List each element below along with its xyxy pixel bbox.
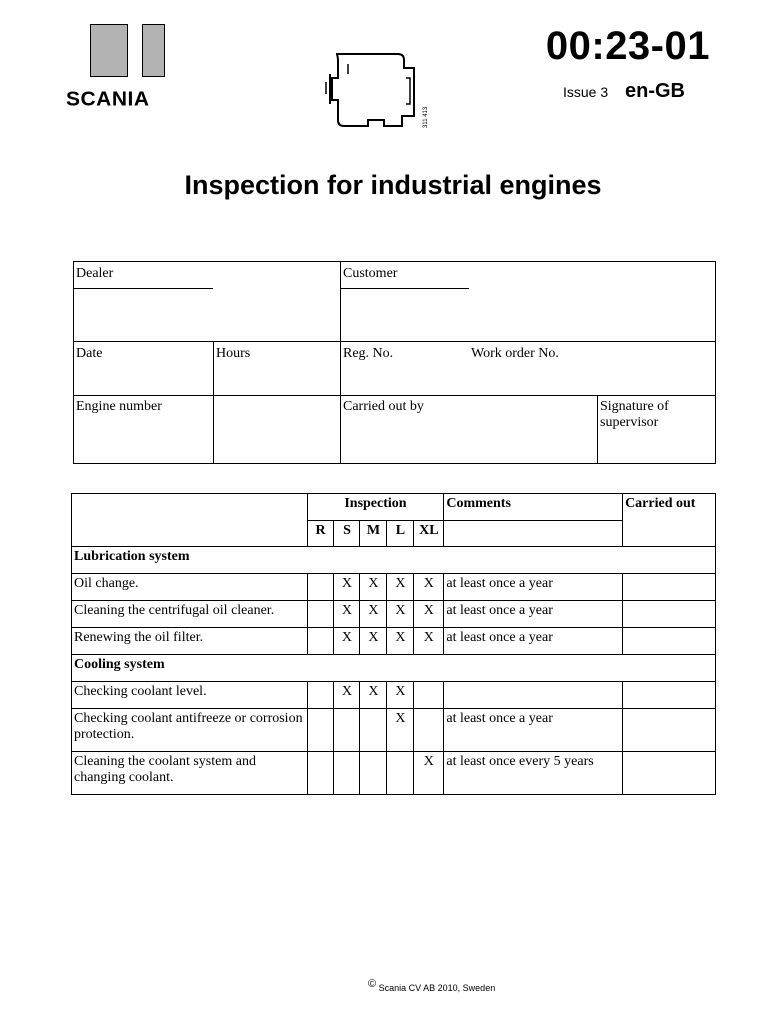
table-row [72, 682, 716, 709]
mark-l: X [387, 709, 414, 752]
form-vdivider-hours [213, 341, 214, 464]
mark-l: X [387, 682, 414, 709]
table-row [72, 628, 716, 655]
signature-label: Signature of supervisor [600, 399, 669, 430]
form-divider-1 [74, 341, 716, 342]
table-row [72, 601, 716, 628]
carried-out-cell[interactable] [623, 628, 716, 655]
interval-m-header: M [360, 521, 387, 547]
mark-xl [414, 682, 444, 709]
date-label: Date [76, 346, 103, 361]
table-row [72, 574, 716, 601]
section-row [72, 547, 716, 574]
mark-l: X [387, 601, 414, 628]
mark-xl: X [414, 752, 444, 795]
mark-m: X [360, 628, 387, 655]
customer-underline [340, 288, 469, 289]
mark-s: X [334, 601, 360, 628]
mark-r [307, 574, 334, 601]
mark-r [307, 601, 334, 628]
interval-r-header: R [307, 521, 334, 547]
footer [368, 978, 496, 994]
form-vdivider-signature [597, 395, 598, 464]
mark-m [360, 709, 387, 752]
section-row [72, 655, 716, 682]
engine-outline-icon [322, 44, 434, 134]
comment-cell: at least once a year [444, 709, 623, 752]
table-row [72, 709, 716, 752]
carried-out-cell[interactable] [623, 752, 716, 795]
mark-m: X [360, 601, 387, 628]
task-cell: Oil change. [72, 574, 308, 601]
mark-r [307, 628, 334, 655]
mark-s [334, 709, 360, 752]
carried-out-cell[interactable] [623, 574, 716, 601]
interval-xl-header: XL [414, 521, 444, 547]
interval-s-header: S [334, 521, 360, 547]
inspection-header: Inspection [307, 494, 444, 521]
carried-out-by-label: Carried out by [343, 399, 424, 414]
mark-s: X [334, 628, 360, 655]
dealer-label: Dealer [76, 266, 114, 281]
mark-xl: X [414, 601, 444, 628]
table-header-row [72, 494, 716, 521]
carried-out-header: Carried out [623, 494, 716, 547]
form-divider-2 [74, 395, 716, 396]
comment-cell [444, 682, 623, 709]
mark-m: X [360, 574, 387, 601]
table-row [72, 752, 716, 795]
info-form [73, 261, 716, 464]
task-cell: Renewing the oil filter. [72, 628, 308, 655]
brand-name: SCANIA [66, 88, 150, 111]
carried-out-cell[interactable] [623, 601, 716, 628]
mark-l: X [387, 574, 414, 601]
work-order-label: Work order No. [471, 346, 559, 361]
reg-no-label: Reg. No. [343, 346, 394, 361]
mark-r [307, 709, 334, 752]
mark-r [307, 682, 334, 709]
comment-cell: at least once every 5 years [444, 752, 623, 795]
carried-out-cell[interactable] [623, 709, 716, 752]
issue-number: Issue 3 [563, 84, 609, 100]
mark-r [307, 752, 334, 795]
mark-xl: X [414, 628, 444, 655]
comment-cell: at least once a year [444, 574, 623, 601]
interval-l-header: L [387, 521, 414, 547]
comments-subheader-cell [444, 521, 623, 547]
dealer-underline [74, 288, 213, 289]
illustration-id: 311 413 [423, 106, 429, 128]
task-cell: Cleaning the centrifugal oil cleaner. [72, 601, 308, 628]
inspection-table [71, 493, 716, 795]
document-number: 00:23-01 [545, 24, 710, 68]
logo-bar-left [90, 24, 128, 77]
mark-xl [414, 709, 444, 752]
page-title: Inspection for industrial engines [184, 170, 602, 200]
mark-xl: X [414, 574, 444, 601]
task-cell: Checking coolant level. [72, 682, 308, 709]
copyright-text: Scania CV AB 2010, Sweden [378, 983, 496, 993]
section-cooling: Cooling system [72, 655, 716, 682]
scania-logo [66, 22, 196, 114]
mark-m: X [360, 682, 387, 709]
mark-l: X [387, 628, 414, 655]
logo-bar-right [142, 24, 165, 77]
copyright-symbol: © [368, 978, 377, 990]
comments-header: Comments [444, 494, 623, 521]
mark-s: X [334, 574, 360, 601]
hours-label: Hours [216, 346, 251, 361]
comment-cell: at least once a year [444, 601, 623, 628]
carried-out-cell[interactable] [623, 682, 716, 709]
language-code: en-GB [625, 80, 685, 102]
mark-l [387, 752, 414, 795]
comment-cell: at least once a year [444, 628, 623, 655]
customer-label: Customer [343, 266, 398, 281]
section-lubrication: Lubrication system [72, 547, 716, 574]
engine-number-label: Engine number [76, 399, 162, 414]
task-cell: Cleaning the coolant system and changing coolant. [72, 752, 308, 795]
mark-m [360, 752, 387, 795]
task-header-cell [72, 494, 308, 547]
mark-s: X [334, 682, 360, 709]
task-cell: Checking coolant antifreeze or corrosion protection. [72, 709, 308, 752]
form-vdivider-center [340, 262, 341, 464]
mark-s [334, 752, 360, 795]
